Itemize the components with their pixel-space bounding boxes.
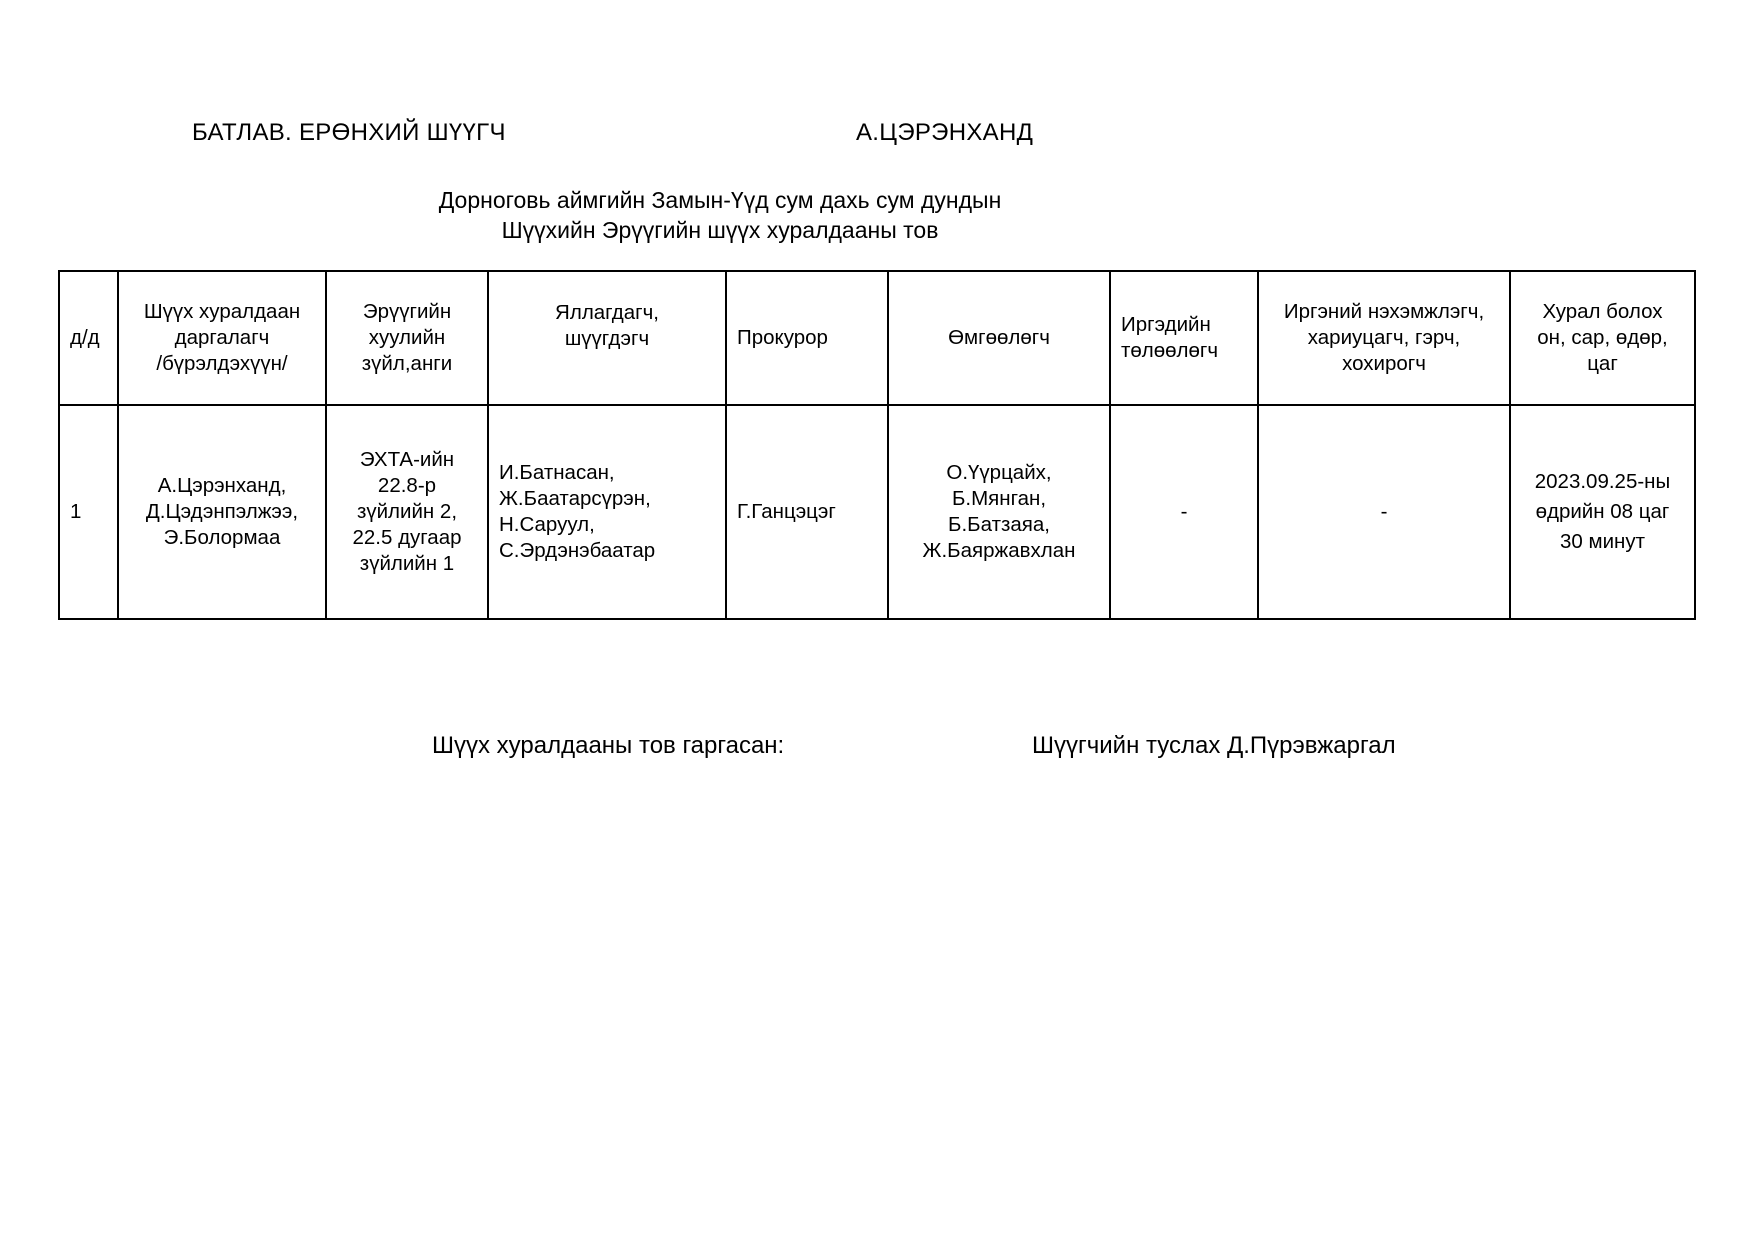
header-civil-parties: Иргэний нэхэмжлэгч, хариуцагч, гэрч, хохирогч — [1258, 271, 1510, 405]
row-defendants: И.Батнасан, Ж.Баатарсүрэн, Н.Саруул, С.Эрдэнэбаатар — [488, 405, 726, 619]
document-title — [0, 185, 1440, 245]
footer-label: Шүүх хуралдааны тов гаргасан: — [432, 732, 785, 759]
header-defendant: Яллагдагч, шүүгдэгч — [488, 271, 726, 405]
header-law: Эрүүгийн хуулийн зүйл,анги — [326, 271, 488, 405]
header-no: д/д — [59, 271, 118, 405]
row-civil-parties: - — [1258, 405, 1510, 619]
header-row — [59, 271, 1695, 405]
footer-signer: Шүүгчийн туслах Д.Пүрэвжаргал — [1032, 732, 1396, 759]
title-line-1: Дорноговь аймгийн Замын-Үүд сум дахь сум дундын — [438, 187, 1002, 213]
header-presiding: Шүүх хуралдаан даргалагч /бүрэлдэхүүн/ — [118, 271, 326, 405]
title-line-2: Шүүхийн Эрүүгийн шүүх хуралдааны тов — [501, 217, 939, 243]
row-prosecutor: Г.Ганцэцэг — [726, 405, 888, 619]
approval-name: А.ЦЭРЭНХАНД — [856, 119, 1034, 146]
row-no: 1 — [59, 405, 118, 619]
row-law: ЭХТА-ийн 22.8-р зүйлийн 2, 22.5 дугаар зүйлийн 1 — [326, 405, 488, 619]
row-lawyers: О.Үүрцайх, Б.Мянган, Б.Батзаяа, Ж.Баяржавхлан — [888, 405, 1110, 619]
row-datetime: 2023.09.25-ны өдрийн 08 цаг 30 минут — [1510, 405, 1695, 619]
approval-label: БАТЛАВ. ЕРӨНХИЙ ШҮҮГЧ — [192, 119, 506, 146]
row-citizen-rep: - — [1110, 405, 1258, 619]
header-prosecutor: Прокурор — [726, 271, 888, 405]
header-lawyer: Өмгөөлөгч — [888, 271, 1110, 405]
header-citizen-rep: Иргэдийн төлөөлөгч — [1110, 271, 1258, 405]
row-presiding: А.Цэрэнханд, Д.Цэдэнпэлжээ, Э.Болормаа — [118, 405, 326, 619]
header-datetime: Хурал болох он, сар, өдөр, цаг — [1510, 271, 1695, 405]
table-row — [59, 405, 1695, 619]
schedule-table — [58, 270, 1696, 620]
